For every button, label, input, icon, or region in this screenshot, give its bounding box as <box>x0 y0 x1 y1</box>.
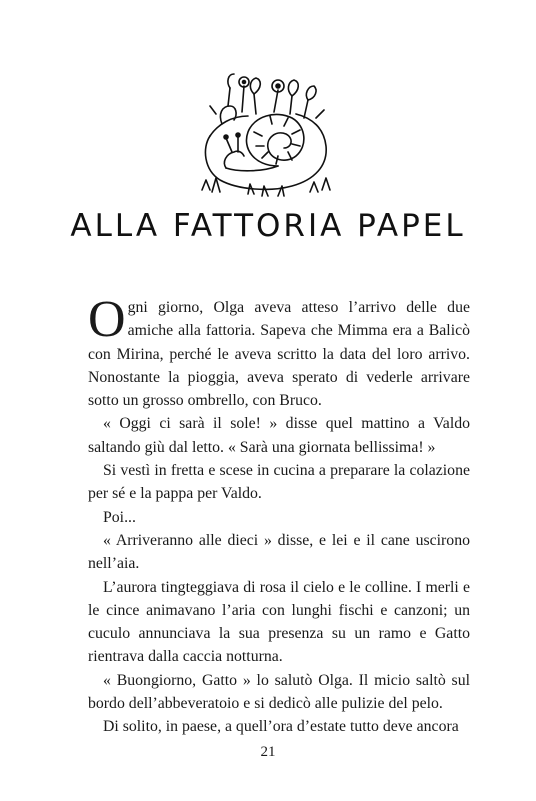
paragraph: Poi... <box>103 508 136 526</box>
paragraph: Di solito, in paese, a quell’ora d’estate tutto deve ancora <box>103 718 459 736</box>
snail-with-flowers-icon <box>192 66 344 202</box>
paragraph: « Arriveranno alle dieci » disse, e lei e il cane uscirono nell’aia. <box>88 531 470 573</box>
paragraph <box>88 291 470 412</box>
drop-cap: O <box>88 291 126 348</box>
paragraph: « Buongiorno, Gatto » lo salutò Olga. Il micio saltò sul bordo dell’abbeveratoio e si dedicò alle pulizie del pelo. <box>88 671 470 713</box>
page-number: 21 <box>260 744 276 760</box>
paragraph: L’aurora tingteggiava di rosa il cielo e le colline. I merli e le cince animavano l’aria con lunghi fischi e canzoni; un cuculo annunciava la sua presenza su un ramo e Gatto rientrava dalla caccia notturna. <box>88 578 470 666</box>
paragraph: Si vestì in fretta e scese in cucina a preparare la colazione per sé e la pappa per Valdo. <box>88 462 470 503</box>
paragraph: « Oggi ci sarà il sole! » disse quel mattino a Valdo saltando giù dal letto. « Sarà una giornata bellissima! » <box>88 415 470 456</box>
body-text <box>88 291 470 739</box>
paragraph-text: gni giorno, Olga aveva atteso l’arrivo delle due amiche alla fattoria. Sapeva che Mimma era a Balicò con Mirina, perché le aveva scritto la data del loro arrivo. Nonostante la pioggia, aveva sperato di vederle arrivare sotto un grosso ombrello, con Bruco. <box>88 299 470 410</box>
chapter-title: ALLA FATTORIA PAPEL <box>70 208 466 244</box>
